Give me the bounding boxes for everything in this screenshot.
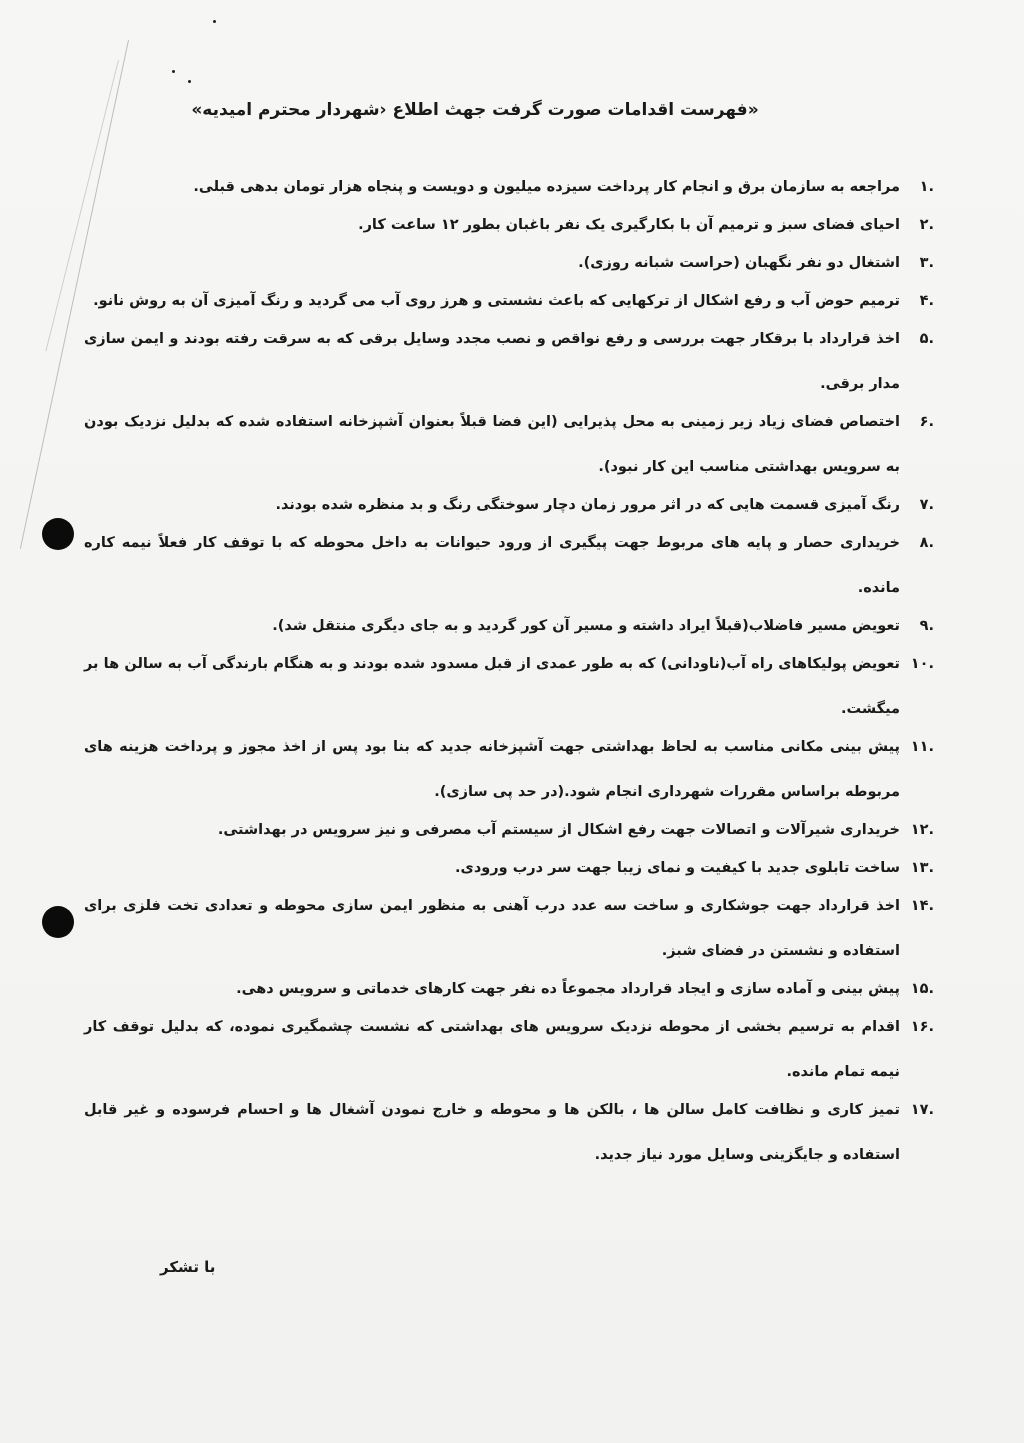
list-item-number: .۱۰ [910, 656, 934, 672]
document-title: «فهرست اقدامات صورت گرفت جهث اطلاع ‹شهردار محترم امیدیه» [191, 100, 759, 120]
list-item-number: .۲ [919, 217, 934, 233]
list-item-text: اقدام به ترسیم بخشی از محوطه نزدیک سرویس های بهداشتی که نشست چشمگیری نموده، که بدلیل توقف کار نیمه تمام مانده. [84, 1019, 900, 1080]
list-item-number: .۱۱ [910, 739, 934, 755]
list-item-text: تمیز کاری و نظافت کامل سالن ها ، بالکن ها و محوطه و خارج نمودن آشغال ها و احسام فرسوده و غیر قابل استفاده و جایگزینی وسایل مورد نیاز جدید. [84, 1102, 900, 1163]
punch-hole-bottom [42, 906, 74, 938]
list-item-number: .۱۷ [910, 1102, 934, 1118]
list-item-text: تعویض مسیر فاضلاب(قبلاً ایراد داشته و مسیر آن کور گردید و به جای دیگری منتقل شد). [272, 618, 900, 634]
list-item [84, 891, 934, 974]
list-item-text: خریداری حصار و پایه های مربوط جهت پیگیری از ورود حیوانات به داخل محوطه که با توقف کار فعلاً نیمه کاره مانده. [84, 535, 900, 596]
scan-speck [188, 80, 191, 83]
list-item [84, 528, 934, 611]
closing-text: با تشکر [160, 1258, 216, 1276]
list-item [84, 1095, 934, 1178]
list-item-number: .۶ [919, 414, 934, 430]
list-item-text: اشتغال دو نفر نگهبان (حراست شبانه روزی). [578, 255, 900, 271]
list-item-text: تعویض پولیکاهای راه آب(ناودانی) که به طور عمدی از قبل مسدود شده بودند و به هنگام بارندگی آب به سالن ها بر میگشت. [84, 656, 900, 717]
list-item-number: .۱۴ [910, 898, 934, 914]
list-item-text: خریداری شیرآلات و اتصالات جهت رفع اشکال از سیستم آب مصرفی و نیز سرویس در بهداشتی. [217, 822, 900, 838]
list-item [84, 407, 934, 490]
list-item-number: .۴ [919, 293, 934, 309]
list-item-text: ترمیم حوض آب و رفع اشکال از ترکهایی که باعث نشستی و هرز روی آب می گردید و رنگ آمیزی آن به روش نانو. [93, 293, 900, 309]
list-item-text: اخذ قرارداد جهت جوشکاری و ساخت سه عدد درب آهنی به منظور ایمن سازی محوطه و تعدادی تخت فلزی برای استفاده و نشستن در فضای شبز. [84, 898, 900, 959]
list-item-text: احیای فضای سبز و ترمیم آن با بکارگیری یک نفر باغبان بطور ۱۲ ساعت کار. [358, 217, 900, 233]
list-item-number: .۱ [919, 179, 934, 195]
list-item-number: .۱۳ [910, 860, 934, 876]
list-item [84, 1012, 934, 1095]
list-item-number: .۱۲ [910, 822, 934, 838]
list-item-number: .۵ [919, 331, 934, 347]
list-item-number: .۹ [919, 618, 934, 634]
scan-speck [213, 20, 216, 23]
list-item [84, 649, 934, 732]
list-item-text: رنگ آمیزی قسمت هایی که در اثر مرور زمان دچار سوختگی رنگ و بد منظره شده بودند. [275, 497, 900, 513]
list-item-number: .۱۶ [910, 1019, 934, 1035]
list-item-number: .۳ [919, 255, 934, 271]
list-item-text: مراجعه به سازمان برق و انجام کار پرداخت سیزده میلیون و دویست و پنجاه هزار تومان بدهی قبلی. [193, 179, 900, 195]
list-item-number: .۸ [919, 535, 934, 551]
list-item-number: .۱۵ [910, 981, 934, 997]
list-item [84, 324, 934, 407]
punch-hole-top [42, 518, 74, 550]
scan-speck [172, 70, 175, 73]
list-item-number: .۷ [919, 497, 934, 513]
action-list [84, 172, 934, 1178]
list-item [84, 732, 934, 815]
list-item-text: اخذ قرارداد با برقکار جهت بررسی و رفع نواقص و نصب مجدد وسایل برقی که به سرقت رفته بودند و ایمن سازی مدار برقی. [84, 331, 900, 392]
list-item-text: ساخت تابلوی جدید با کیفیت و نمای زیبا جهت سر درب ورودی. [455, 860, 900, 876]
list-item-text: اختصاص فضای زیاد زیر زمینی به محل پذیرایی (این فضا قبلاً بعنوان آشپزخانه استفاده شده که بدلیل نزدیک بودن به سرویس بهداشتی مناسب این کار نبود). [84, 414, 900, 475]
list-item-text: پیش بینی مکانی مناسب به لحاظ بهداشتی جهت آشپزخانه جدید که بنا بود پس از اخذ مجوز و پرداخت هزینه های مربوطه براساس مقررات شهرداری انجام شود.(در حد پی سازی). [84, 739, 900, 800]
list-item-text: پیش بینی و آماده سازی و ایجاد قرارداد مجموعاً ده نفر جهت کارهای خدماتی و سرویس دهی. [236, 981, 900, 997]
